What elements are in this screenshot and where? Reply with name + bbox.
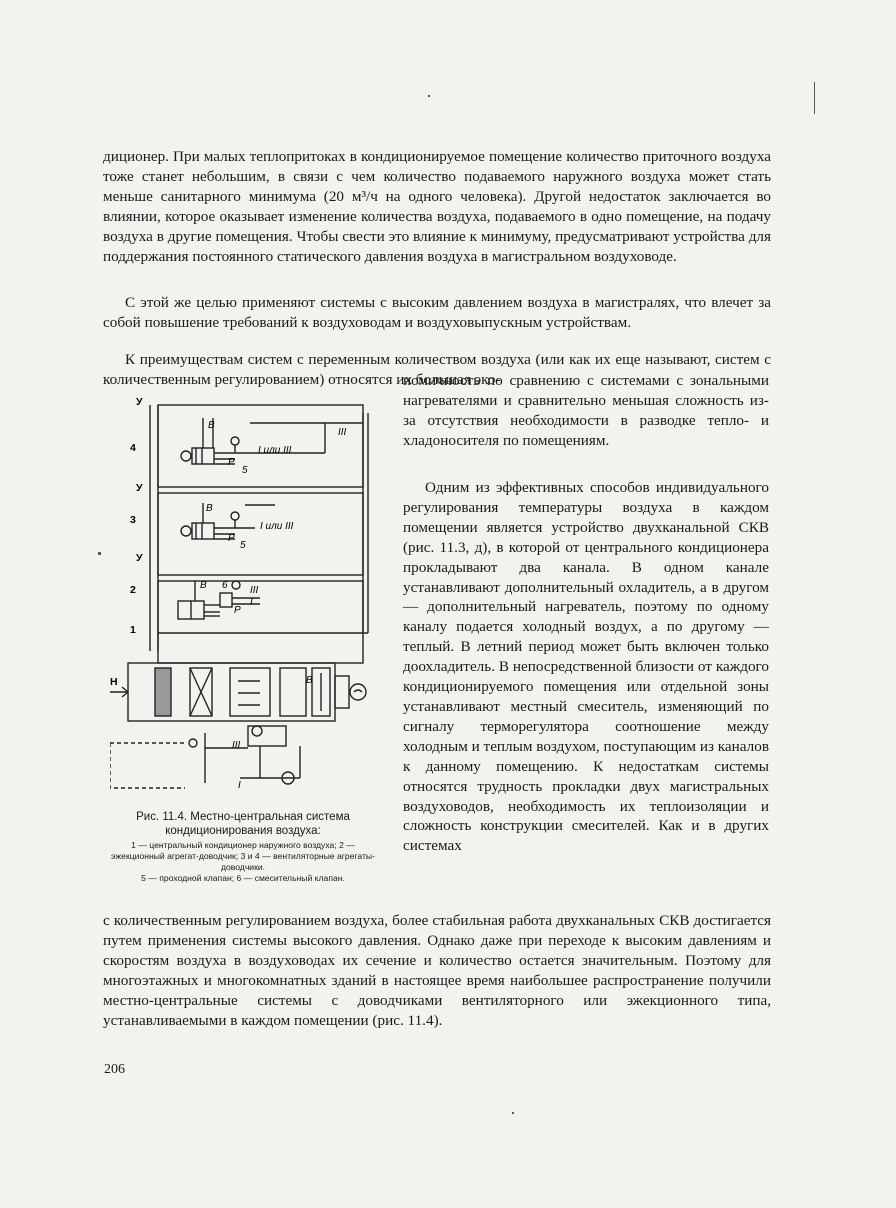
label-3: 3 xyxy=(130,514,136,526)
caption-title: Рис. 11.4. Местно-центральная система кондиционирования воздуха: xyxy=(136,811,350,837)
schematic-labels xyxy=(110,393,390,805)
label-p2: Р xyxy=(228,533,235,544)
scan-mark xyxy=(814,82,815,114)
scan-speck xyxy=(512,1112,514,1114)
label-i-a: I xyxy=(250,597,253,608)
label-iii-b: III xyxy=(338,427,347,438)
label-b-bottom: В xyxy=(306,675,313,686)
label-5a: 5 xyxy=(242,465,248,476)
label-4: 4 xyxy=(130,442,136,454)
figure-caption xyxy=(108,810,378,884)
label-b1: В xyxy=(208,420,215,431)
scan-speck xyxy=(428,95,430,97)
label-5b: 5 xyxy=(240,540,246,551)
label-p3: Р xyxy=(234,605,241,616)
caption-legend: 1 — центральный кондиционер наружного воздуха; 2 — эжекционный агрегат-доводчик; 3 и 4 — вентиляторные агрегаты-доводчики. xyxy=(111,840,375,872)
label-u1: У xyxy=(136,396,143,408)
label-i-or-iii-2: I или III xyxy=(260,521,294,532)
paragraph-2: С этой же целью применяют системы с высоким давлением воздуха в магистралях, что влечет за собой повышение требований к воздуховодам и воздуховыпускным устройствам. xyxy=(103,294,771,331)
label-b2: В xyxy=(206,503,213,514)
scan-speck xyxy=(98,552,101,555)
paragraph-3: К преимуществам систем с переменным количеством воздуха (или как их еще называют, систем с количественным регулированием) относятся их большая эко- xyxy=(103,351,771,388)
label-u3: У xyxy=(136,552,143,564)
caption-legend-2: 5 — проходной клапан; 6 — смесительный клапан. xyxy=(141,873,345,883)
label-b3: В xyxy=(200,580,207,591)
paragraph-1: диционер. При малых теплопритоках в кондиционируемое помещение количество приточного воздуха тоже станет небольшим, в связи с чем количество подаваемого наружного воздуха может стать меньше санитарного минимума (20 м³/ч на одного человека). Другой недостаток заключается во влиянии, которое оказывает изменение количества воздуха, подаваемого в одно помещение, на подачу воздуха в другие помещения. Чтобы свести это влияние к минимуму, предусматривают устройства для поддержания постоянного статического давления воздуха в магистральном воздуховоде. xyxy=(103,148,771,265)
label-iii-c: III xyxy=(232,740,241,751)
label-h: Н xyxy=(110,676,118,688)
label-6: 6 xyxy=(222,580,228,591)
label-p1: Р xyxy=(228,457,235,468)
label-2: 2 xyxy=(130,584,136,596)
paragraph-5: с количественным регулированием воздуха, более стабильная работа двухканальных СКВ достигается путем применения системы высокого давления. Однако даже при переходе к высоким давлениям и скоростям воздуха в воздуховодах их сечение и количество остается значительным. Поэтому для многоэтажных и многокомнатных зданий в настоящее время наибольшее распространение получили местно-центральные системы с доводчиками вентиляторного или эжекционного типа, устанавливаемыми в каждом помещении (рис. 11.4). xyxy=(103,912,771,1029)
label-1: 1 xyxy=(130,624,136,636)
label-iii-a: III xyxy=(250,585,259,596)
label-u2: У xyxy=(136,482,143,494)
paragraph-3-continued: номичность по сравнению с системами с зональными нагревателями и сравнительно меньшая сложность из-за отсутствия необходимости в разводке тепло- и хладоносителя по помещениям. xyxy=(403,372,769,449)
paragraph-4: Одним из эффективных способов индивидуального регулирования температуры воздуха в каждом помещении является устройство двухканальной СКВ (рис. 11.3, д), в которой от центрального кондиционера прокладывают два канала. В одном канале устанавливают дополнительный охладитель, а в другом — дополнительный нагреватель, поэтому по одному каналу подается холодный воздух, а по другому — теплый. В летний период может быть включен только доохладитель. В непосредственной близости от каждого кондиционируемого помещения или отдельной зоны устанавливают местный смеситель, изменяющий по сигналу терморегулятора соотношение между холодным и теплым воздухом, поступающим из каналов к данному помещению. К недостаткам системы относятся трудность прокладки двух магистральных воздуховодов, необходимость их теплоизоляции и сложность конструкции смесителей. Как и в других системах xyxy=(403,479,769,855)
page-number: 206 xyxy=(104,1062,125,1077)
label-i-or-iii-1: I или III xyxy=(258,445,292,456)
label-i-b: I xyxy=(238,780,241,791)
figure-11-4-diagram xyxy=(110,393,390,805)
